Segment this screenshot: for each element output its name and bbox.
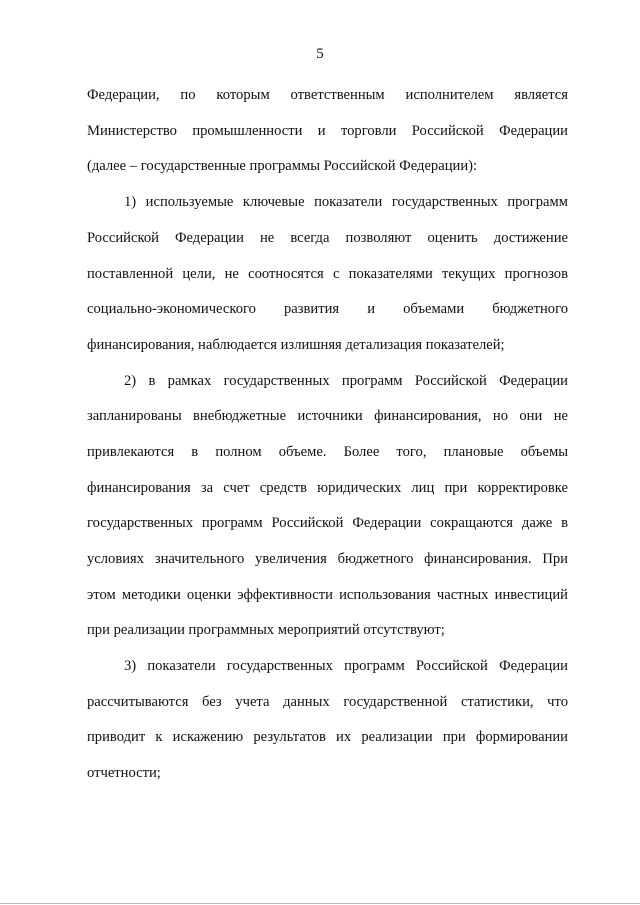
text-line: условиях значительного увеличения бюджетного финансирования. При: [87, 551, 568, 567]
text-line: этом методики оценки эффективности использования частных инвестиций: [87, 587, 568, 603]
text-line: социально-экономического развития и объемами бюджетного: [87, 301, 568, 317]
text-line: привлекаются в полном объеме. Более того, плановые объемы: [87, 444, 568, 460]
text-line: при реализации программных мероприятий отсутствуют;: [87, 622, 445, 638]
text-line: (далее – государственные программы Российской Федерации):: [87, 158, 478, 174]
page-edge-divider: [0, 903, 640, 904]
list-item-1-first-line: 1) используемые ключевые показатели государственных программ: [124, 194, 568, 210]
list-item-2-first-line: 2) в рамках государственных программ Российской Федерации: [124, 373, 568, 389]
text-line: рассчитываются без учета данных государственной статистики, что: [87, 694, 568, 710]
text-line: отчетности;: [87, 765, 161, 781]
list-item-3-first-line: 3) показатели государственных программ Российской Федерации: [124, 658, 568, 674]
text-line: финансирования, наблюдается излишняя детализация показателей;: [87, 337, 505, 353]
text-line: Министерство промышленности и торговли Российской Федерации: [87, 123, 568, 139]
page-number: 5: [316, 46, 324, 62]
text-line: поставленной цели, не соотносятся с показателями текущих прогнозов: [87, 266, 568, 282]
text-line: финансирования за счет средств юридических лиц при корректировке: [87, 480, 568, 496]
text-line: запланированы внебюджетные источники финансирования, но они не: [87, 408, 568, 424]
text-line: Федерации, по которым ответственным исполнителем является: [87, 87, 568, 103]
text-line: приводит к искажению результатов их реализации при формировании: [87, 729, 568, 745]
text-line: Российской Федерации не всегда позволяют оценить достижение: [87, 230, 568, 246]
text-line: государственных программ Российской Федерации сокращаются даже в: [87, 515, 568, 531]
